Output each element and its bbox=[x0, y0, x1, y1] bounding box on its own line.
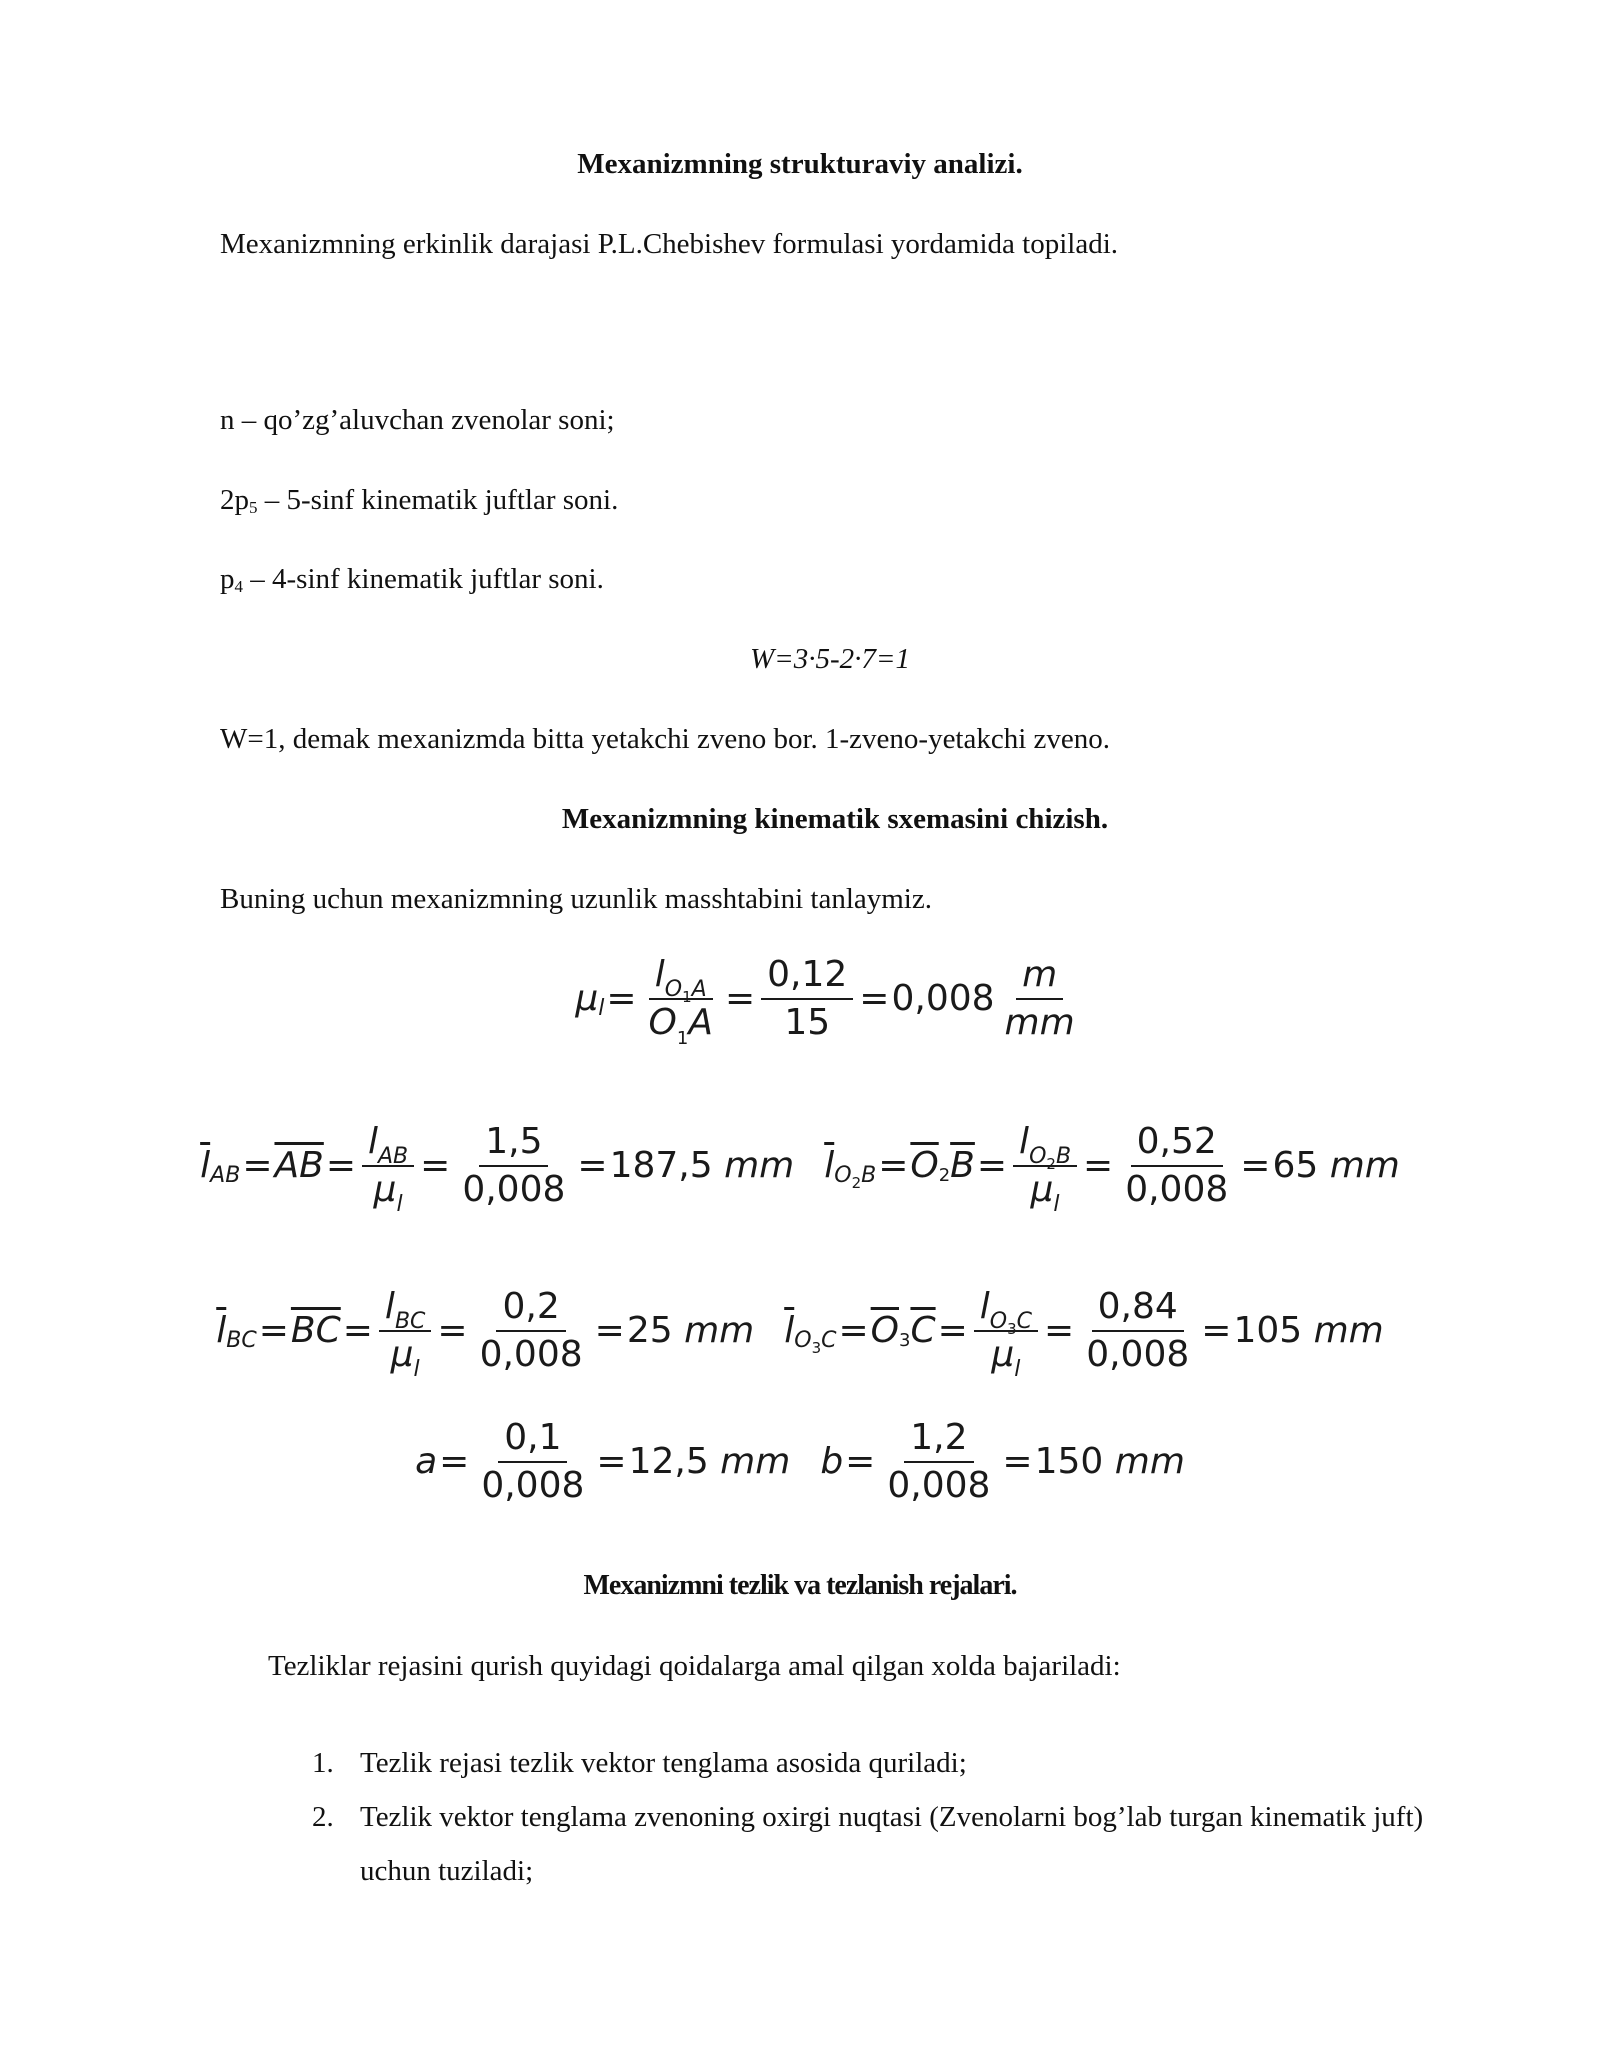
a-unit: mm bbox=[720, 1441, 791, 1483]
lbc-unit: mm bbox=[684, 1310, 755, 1352]
formula-a: a = $\frac{0,1}{0,008}$ = 12,5 mm bbox=[415, 1417, 791, 1506]
p5-text: – 5-sinf kinematik juftlar soni. bbox=[257, 484, 619, 516]
definition-p5 bbox=[220, 484, 618, 517]
formula-lab: $\overline{l}$ AB = $\overline{AB}$ = $\frac{l_{AB}}{\mu_l}$ = $\frac{1,5}{0,008}$ = 187,5 mm bbox=[200, 1121, 795, 1217]
formula-lbc: $\overline{l}$ BC = $\overline{BC}$ = $\frac{l_{BC}}{\mu_l}$ = $\frac{0,2}{0,008}$ = 25 mm bbox=[216, 1286, 755, 1382]
formula-row-bc-o3c bbox=[0, 1286, 1600, 1382]
lo2b-denominator: 0,008 bbox=[1125, 1168, 1229, 1210]
unit-numerator: m bbox=[1016, 955, 1063, 1000]
a-denominator: 0,008 bbox=[481, 1464, 585, 1506]
lo2b-result: 65 bbox=[1272, 1145, 1319, 1187]
mu-denominator: 15 bbox=[784, 1001, 831, 1043]
paragraph-scale: Buning uchun mexanizmning uzunlik masshtabini tanlaymiz. bbox=[220, 883, 932, 915]
lab-denominator: 0,008 bbox=[462, 1168, 566, 1210]
mu-numerator: 0,12 bbox=[761, 955, 853, 1000]
lab-unit: mm bbox=[724, 1145, 795, 1187]
list-item-number: 2. bbox=[312, 1801, 334, 1833]
lo3c-unit: mm bbox=[1313, 1310, 1384, 1352]
lo3c-result: 105 bbox=[1233, 1310, 1303, 1352]
formula-lo3c: $\overline{l}$ $O_3C$ = $\overline{O}$ 3 $\overline{C}$ = $\frac{l_{O_3C}}{\mu_l}$ = $\frac{0,84}{0,008}$ = 105 mm bbox=[784, 1286, 1384, 1382]
lo3c-numerator: 0,84 bbox=[1092, 1287, 1184, 1332]
fraction-lo1a-o1a: $\frac{l_{O_1A}}{O_1A}$ bbox=[648, 954, 713, 1049]
lbc-denominator: 0,008 bbox=[479, 1333, 583, 1375]
mu-result: 0,008 bbox=[891, 978, 995, 1020]
formula-length-scale: μ l = $\frac{l_{O_1A}}{O_1A}$ = $\frac{0,12}{15}$ = 0,008 $\frac{m}{mm}$ bbox=[0, 955, 1600, 1042]
b-result: 150 bbox=[1034, 1441, 1104, 1483]
p4-text: – 4-sinf kinematik juftlar soni. bbox=[243, 563, 604, 595]
b-denominator: 0,008 bbox=[887, 1464, 991, 1506]
fraction-unit bbox=[999, 955, 1081, 1042]
p4-prefix: p bbox=[220, 563, 235, 595]
heading-kinematic-scheme: Mexanizmning kinematik sxemasini chizish. bbox=[561, 803, 1109, 835]
lo2b-numerator: 0,52 bbox=[1131, 1122, 1223, 1167]
lo2b-unit: mm bbox=[1329, 1145, 1400, 1187]
fraction-mu-values bbox=[761, 955, 853, 1042]
paragraph-w-result: W=1, demak mexanizmda bitta yetakchi zveno bor. 1-zveno-yetakchi zveno. bbox=[220, 723, 1111, 755]
lo3c-denominator: 0,008 bbox=[1086, 1333, 1190, 1375]
p4-subscript: 4 bbox=[234, 577, 243, 596]
unit-denominator: mm bbox=[1004, 1001, 1075, 1043]
b-unit: mm bbox=[1114, 1441, 1185, 1483]
formula-lo2b: $\overline{l}$ $O_2B$ = $\overline{O}$ 2 $\overline{B}$ = $\frac{l_{O_2B}}{\mu_l}$ = $\frac{0,52}{0,008}$ = 65 mm bbox=[824, 1121, 1400, 1217]
definition-p4 bbox=[220, 563, 604, 596]
lbc-numerator: 0,2 bbox=[496, 1287, 565, 1332]
p5-subscript: 5 bbox=[249, 498, 258, 517]
definition-n: n – qo’zg’aluvchan zvenolar soni; bbox=[220, 404, 615, 436]
a-numerator: 0,1 bbox=[498, 1418, 567, 1463]
formula-row-a-b bbox=[0, 1418, 1600, 1505]
a-result: 12,5 bbox=[628, 1441, 709, 1483]
rules-list bbox=[300, 1736, 1450, 1898]
formula-b: b = $\frac{1,2}{0,008}$ = 150 mm bbox=[820, 1417, 1185, 1506]
list-item bbox=[300, 1790, 1450, 1898]
lbc-result: 25 bbox=[626, 1310, 673, 1352]
formula-row-ab-o2b bbox=[0, 1121, 1600, 1217]
heading-structural-analysis: Mexanizmning strukturaviy analizi. bbox=[577, 148, 1023, 180]
w-formula: W=3·5-2·7=1 bbox=[750, 643, 910, 675]
lab-result: 187,5 bbox=[609, 1145, 713, 1187]
lab-numerator: 1,5 bbox=[479, 1122, 548, 1167]
paragraph-degrees-of-freedom: Mexanizmning erkinlik darajasi P.L.Chebishev formulasi yordamida topiladi. bbox=[220, 228, 1119, 260]
list-item-text: Tezlik rejasi tezlik vektor tenglama asosida quriladi; bbox=[360, 1747, 967, 1779]
b-numerator: 1,2 bbox=[904, 1418, 973, 1463]
heading-velocity-acceleration: Mexanizmni tezlik va tezlanish rejalari. bbox=[583, 1570, 1017, 1601]
list-item-number: 1. bbox=[312, 1747, 334, 1779]
p5-prefix: 2p bbox=[220, 484, 249, 516]
list-item bbox=[300, 1736, 1450, 1790]
paragraph-velocity-rules: Tezliklar rejasini qurish quyidagi qoidalarga amal qilgan xolda bajariladi: bbox=[268, 1650, 1121, 1682]
list-item-text: Tezlik vektor tenglama zvenoning oxirgi nuqtasi (Zvenolarni bog’lab turgan kinematik juft) uchun tuziladi; bbox=[360, 1801, 1424, 1887]
